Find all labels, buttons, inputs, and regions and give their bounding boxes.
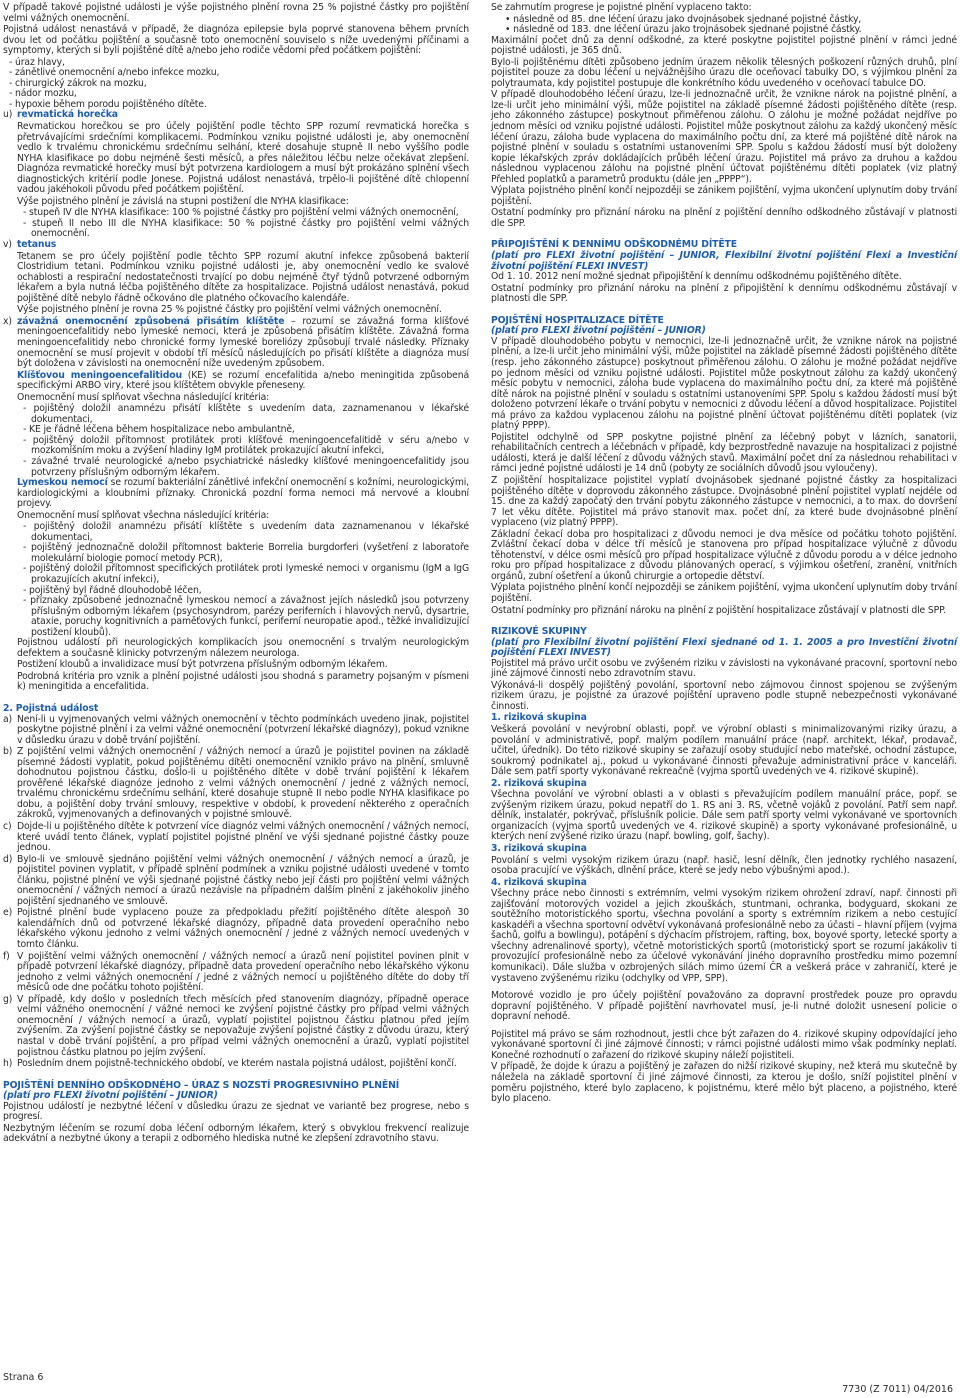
paragraph: Maximální počet dnů za denní odškodné, za které poskytne pojistitel pojistné plnění v rámci jedné pojistné události, je 365 dnů. — [491, 34, 957, 57]
list-item: • následně od 183. dne léčení úrazu jako trojnásobek sjednané pojistné částky. — [505, 24, 862, 36]
section-heading: RIZIKOVÉ SKUPINY — [491, 626, 587, 638]
page-number: Strana 6 — [3, 1372, 44, 1383]
paragraph: Pojistitel má právo se sám rozhodnout, jestli chce být zařazen do 4. rizikové skupiny odpovídající jeho vykonávané sportovní či jiné zájmové činnosti; v rámci pojistné události mimo však podmínky neplatí. Konečné rozhodnutí o zařazení do rizikové skupiny náleží pojistiteli. — [491, 1028, 957, 1061]
paragraph: Motorové vozidlo je pro účely pojištění považováno za dopravní prostředek pouze pro opravdu dopravní pojištěného. V případě pojištění navrhovatel musí, je-li nutné doložit usnesení policie o dopravní nehodě. — [491, 990, 957, 1023]
list-item: - hypoxie během porodu pojištěného dítěte. — [9, 98, 207, 110]
risk-group-title: 2. riziková skupina — [491, 777, 587, 789]
risk-group-title: 1. riziková skupina — [491, 712, 587, 724]
paragraph: V případě takové pojistné události je výše pojistného plnění rovna 25 % pojistné částky pro pojištění velmi vážných onemocnění. — [3, 2, 469, 24]
paragraph: Z pojištění hospitalizace pojistitel vyplatí dvojnásobek sjednané pojistné částky za hospitalizaci pojištěného dítěte v doprovodu zákonného zástupce. Dvojnásobné plnění pojistitel vyplatí nejdéle od 15. dne za každý započatý den trvání pobytu zákonného zástupce v nemocnici, a to max. do dovršení 7 let věku dítěte. Pojistitel má právo stanovit max. počet dní, za které bude dvojnásobné plnění vyplaceno (viz platný PPPP). — [491, 474, 957, 529]
paragraph: Ostatní podmínky pro přiznání nároku na plnění z pojištění hospitalizace zůstávají v platnosti dle SPP. — [491, 604, 946, 616]
section-heading: PŘIPOJIŠTĚNÍ K DENNÍMU ODŠKODNÉMU DÍTĚTE — [491, 239, 737, 251]
paragraph: Všechna povolání ve výrobní oblasti a v oblasti s převažujícím podílem manuální práce, popř. se zvýšeným rizikem úrazu, pokud nepatří do 1. RS ani 3. RS, včetně vojáků z povolání. Patří sem např. dělník, instalatér, pokrývač, příslušník policie. Dále sem patří sporty velmi vykonávané ve sportovních organizacích (vyjma sportů uvedených ve 4. rizikové skupině) a sporty vykonávané profesionálně, u kterých není zvýšené riziko úrazu (např. bowling, golf, šachy). — [491, 789, 957, 843]
list-item: - úraz hlavy, — [9, 56, 65, 68]
paragraph: V případě dlouhodobého léčení úrazu, lze-li jednoznačně určit, že vznikne nárok na pojistné plnění, a lze-li určit jeho minimální výši, může pojistitel na základě písemné žádosti pojištěného dítěte (resp. jeho zákonného zástupce) poskytnout přiměřenou zálohu. O zálohu je možné požádat nejdříve po jednom měsíci od vzniku pojistné události. Pojistitel může poskytnout zálohu za každý ukončený měsíc léčení úrazu, záloha bude vyplacena do maximálního počtu dní, za které má pojištěné dítě nárok na pojistné plnění v souladu s ostatními ustanoveními SPP. Spolu s každou žádostí musí být doloženy kopie lékařských zpráv dokládajících průběh léčení úrazu. Pojistitel má právo za druhou a každou následnou vyplacenou zálohu na pojistné plnění účtovat pojištěnému dítěti poplatek (viz platný Přehled poplatků a parametrů produktu (dále jen „PPPP“). — [491, 89, 957, 185]
list-item: d) Bylo-li ve smlouvě sjednáno pojištění velmi vážných onemocnění / vážných nemocí a úrazů, je pojistitel povinen vyplatit, v případě splnění podmínek a vzniku pojistné události uvedené v tomto článku, pojistné plnění ve výši sjednané pojistné částky nebo její části pro pojištění velmi vážných onemocnění / vážných nemocí a úrazů nezávisle na případném dalším plnění z jakéhokoliv jiného pojištění sjednaného ve smlouvě. — [3, 853, 469, 907]
paragraph: Revmatickou horečkou se pro účely pojištění podle těchto SPP rozumí revmatická horečka s přetrvávajícími srdečními komplikacemi. Podmínkou vzniku pojistné události je, aby onemocnění vedlo k trvalému chronickému srdečnímu selhání, které dosahuje stupně II nebo vyššího podle NYHA klasifikace po dobu nejméně šesti měsíců, a přes náležitou léčbu nelze očekávat zlepšení. Diagnóza revmatické horečky musí být potvrzena kardiologem a musí být prokázáno splnění všech diagnostických kritérií podle Jonese. Pojistná událost nenastává, trpělo-li pojištěné dítě chlopenní vadou jakéhokoli původu před počátkem pojištění. — [17, 121, 469, 196]
intro-list — [3, 58, 469, 111]
paragraph: Všechny práce nebo činnosti s extrémním, velmi vysokým rizikem ohrožení zdraví, např. činnosti při zajišťování motorových vozidel a jejich zkouškách, stuntmani, ochranka, bodyguard, skokani ze soutěžního motoristického sportu, všechna povolání a sporty s extrémním rizikem a nebo cestující kaskadéři a všechna sportovní odvětví vykonávaná profesionálně nebo za účasti – hlavní příjem (vyjma šachů, golfu a bowlingu), potápění s dýchacím přístrojem, rafting, box, boyové sporty, letecké sporty a všechny adrenalinové sporty), včetně motoristických sportů (motoristický sport se rozumí jakákoliv ti provozující profesionálně nebo za účelové vykonávání jiného dopravního prostředku mimo pozemní komunikaci). Dále služba v ozbrojených silách mimo území ČR a veškerá práce v zahraničí, které je vystaveno zvýšenému riziku (odchylky od VPP, SPP). — [491, 888, 957, 984]
paragraph: Podrobná kritéria pro vznik a plnění pojistné události jsou shodná s parametry pojsaným v písmeni k) meningitida a encefalitida. — [17, 670, 469, 693]
paragraph: Pojistitel má právo určit osobu ve zvýšeném riziku v závislosti na vykonávané pracovní, sportovní nebo jiné zájmové činnosti nebo zdravotním stavu. — [491, 657, 957, 680]
paragraph: Výše pojistného plnění je závislá na stupni postižení dle NYHA klasifikace: — [17, 195, 349, 207]
list-item: - pojištěný doložil přítomnost protilátek proti klíšťové meningoencefalitidě v séru a/nebo v mozkomíšním moku a zvýšení hladiny IgM protilátek prokazující akutní infekci, — [23, 434, 469, 457]
item-label: x) — [3, 315, 12, 327]
paragraph: Klíšťovou meningoencefalitidou (KE) se rozumí encefalitida a/nebo meningitida způsobená specifickými ARBO viry, které jsou klíštětem obvykle přeneseny. — [17, 369, 469, 392]
list-item: a) Není-li u vyjmenovaných velmi vážných onemocnění v těchto podmínkách uvedeno jinak, pojistitel poskytne pojistné plnění i za velmi vážné onemocnění (potvrzení lékařské diagnózy), pokud vznikne v důsledku úrazu v době trvání pojištění. — [3, 713, 469, 746]
risk-group-title: 4. riziková skupina — [491, 876, 587, 888]
paragraph: Bylo-li pojištěnému dítěti způsobeno jedním úrazem několik tělesných poškození různých druhů, plní pojistitel pouze za dobu léčení u nejvážnějšího úrazu dle oceňovací tabulky DO, s výjimkou plnění za polytraumata, kdy pojistitel postupuje dle konkrétního kódu uvedeného v oceňovací tabulce DO. — [491, 56, 957, 89]
paragraph: Se zahrnutím progrese je pojistné plnění vyplaceno takto: — [491, 2, 752, 13]
left-column — [3, 3, 469, 1146]
list-item: - pojištěný doložil anamnézu přisátí klíštěte s uvedením data, zaznamenanou v lékařské dokumentaci, — [23, 403, 469, 425]
paragraph: Ostatní podmínky pro přiznání nároku na plnění z připojištění k dennímu odškodnému zůstávají v platnosti dle SPP. — [491, 282, 957, 305]
document-code: 7730 (Z 7011) 04/2016 — [842, 1384, 953, 1395]
paragraph: Tetanem se pro účely pojištění podle těchto SPP rozumí akutní infekce způsobená bakterií Clostridium tetani. Podmínkou vzniku pojistné události je, aby onemocnění vedlo ke svalové ochablosti a respirační nedostatečnosti trvající po dobu nejméně čtyř týdnů potvrzené odborným lékařem a byla nutná léčba pojištěného dítěte za hospitalizace. Pojistná událost nenastává, pokud pojištěné dítě nebylo řádně očkováno dle platného očkovacího kalendáře. — [17, 250, 469, 304]
list-item: f) V pojištění velmi vážných onemocnění / vážných nemocí a úrazů není pojistitel povinen plnit v případě potvrzení lékařské diagnózy, případně data provedení operačního nebo lékařského výkonu jednoho z velmi vážných onemocnění / jedné z vážných nemocí u pojištěného dítěte do doby tří měsíců ode dne počátku tohoto pojištění. — [3, 950, 469, 994]
list-item: - nádor mozku, — [9, 88, 77, 100]
section-title: tetanus — [17, 239, 57, 251]
paragraph: Ostatní podmínky pro přiznání nároku na plnění z pojištění denního odškodného zůstávají v platnosti dle SPP. — [491, 207, 957, 229]
paragraph: Základní čekací doba pro hospitalizaci z důvodu nemoci je dva měsíce od počátku tohoto pojištění. Zvláštní čekací doba v délce tří měsíců je stanovena pro případ hospitalizace výlučně z důvodu těhotenství, v délce osmi měsíců pro případ hospitalizace výlučně z důvodu porodu a v délce jednoho roku pro případ hospitalizace z důvodu plánovaných operací, s výjimkou ošetření, zranění, vnitřních orgánů, zubní ošetření a úkonů chirurgie a ortopedie dětství. — [491, 528, 957, 582]
paragraph: V případě dlouhodobého pobytu v nemocnici, lze-li jednoznačně určit, že vznikne nárok na pojistné plnění, a lze-li určit jeho minimální výši, může pojistitel na základě písemné žádosti pojištěného dítěte (resp. jeho zákonného zástupce) poskytnout přiměřenou zálohu. O zálohu je možné požádat nejdříve po jednom měsíci od vzniku pojistné události. Pojistitel může poskytnout zálohu za každý ukončený měsíc pobytu v nemocnici, záloha bude vyplacena do maximálního počtu dní, za které má pojištěné dítě nárok na pojistné plnění v souladu s ostatními ustanoveními SPP. Spolu s každou žádostí musí být doloženo potvrzení lékaře o trvání pobytu v nemocnici z důvodu léčení a důvod hospitalizace. Pojistitel má právo za každou vyplacenou zálohu na pojistné plnění účtovat pojištěnému dítěti poplatek (viz platný PPPP). — [491, 335, 957, 432]
list-item: - stupeň IV dle NYHA klasifikace: 100 % pojistné částky pro pojištění velmi vážných onemocnění, — [23, 207, 459, 219]
list-item: - chirurgický zákrok na mozku, — [9, 77, 147, 89]
list-item: - příznaky způsobené jednoznačně lymeskou nemocí a závažnost jejích následků jsou potvrzeny příslušným odborným lékařem (psychosyndrom, parézy periferních i hlavových nervů, dysartrie, ataxie, poruchy kognitivních a paměťových funkcí, periferní neuropatie apod., těžké invalidizující postižení kloubů). — [23, 595, 469, 638]
risk-group-title: 3. riziková skupina — [491, 843, 587, 855]
paragraph: Nezbytným léčením se rozumí doba léčení odborným lékařem, který s obvyklou frekvencí realizuje adekvátní a nezbytné úkony a terapii z odborného hlediska nutné ke zlepšení zdravotního stavu. — [3, 1122, 469, 1145]
section-heading: POJIŠTĚNÍ HOSPITALIZACE DÍTĚTE — [491, 314, 664, 326]
right-column — [491, 3, 957, 1106]
paragraph: Onemocnění musí splňovat všechna následující kritéria: — [17, 391, 270, 403]
section-title: revmatická horečka — [17, 109, 118, 121]
paragraph: Výše pojistného plnění je rovna 25 % pojistné částky pro pojištění velmi vážných onemocnění. — [17, 304, 442, 316]
paragraph: závažná onemocnění způsobená přisátím klíštěte – rozumí se závažná forma klíšťové meningoencefalitidy nebo lymeské nemoci, která je způsobená přisátím klíštěte. Závažná forma meningoencefalitidy nebo chronické formy lymeské boreliózy způsobují trvalé následky. Příznaky onemocnění se musí projevit v období tří měsíců následujících po přisátí klíštěte a diagnóza musí být doložena v závislosti na onemocnění níže uvedeným způsobem. — [17, 315, 470, 370]
paragraph: Pojistnou událostí při neurologických komplikacích jsou onemocnění s trvalým neurologickým defektem a současně klinicky potvrzeným nálezem neurologa. — [17, 637, 469, 659]
paragraph: Pojistnou událostí je nezbytné léčení v důsledku úrazu ze sjednat ve variantě bez progrese, nebo s progresí. — [3, 1100, 469, 1123]
list-item: • následně od 85. dne léčení úrazu jako dvojnásobek sjednané pojistné částky, — [505, 13, 862, 25]
section-v — [3, 240, 469, 316]
list-item: g) V případě, kdy došlo v posledních třech měsících před stanovením diagnózy, případně operace velmi vážného onemocnění / vážné nemoci ke zvýšení pojistné částky pro případ velmi vážných onemocnění / vážných nemocí a úrazů, vyplatí pojistitel pojistnou částku platnou před jejím zvýšením. Za zvýšení pojistné částky se nepovažuje zvýšení pojistné částky z důvodu úrazu, který nastal v době trvání pojištění, a pro případ velmi vážných onemocnění a úrazů, vyplatí pojistitel pojistnou částku platnou po jejím zvýšení. — [3, 993, 469, 1058]
section-subheading: (platí pro Flexibilní životní pojištění Flexi sjednané od 1. 1. 2005 a pro Investiční životní pojištění FLEXI INVEST) — [491, 636, 957, 659]
section-heading: POJIŠTĚNÍ DENNÍHO ODŠKODNÉHO – ÚRAZ S NOZSTÍ PROGRESIVNÍHO PLNĚNÍ — [3, 1079, 400, 1091]
paragraph: Výplata pojistného plnění končí nejpozději se zánikem pojištění, vyjma ukončení uplynutím doby trvání pojištění. — [491, 185, 957, 207]
section-heading: 2. Pojistná událost — [3, 703, 99, 714]
paragraph: Povolání s velmi vysokým rizikem úrazu (např. hasič, lesní dělník, člen jednotky rychlého nasazení, osoba pracující ve výškách, dlnění práce, které se jedy nebo výbušnými apod.). — [491, 854, 957, 877]
list-item: - pojištěný doložil anamnézu přisátí klíštěte s uvedením data zaznamenanou v lékařské dokumentaci, — [23, 521, 469, 543]
paragraph: Od 1. 10. 2012 není možné sjednat připojištění k dennímu odškodnému pojištěného dítěte. — [491, 271, 902, 283]
paragraph: V případě, že dojde k úrazu a pojištěný je zařazen do nižší rizikové skupiny, než která mu skutečně by náležela na základě sportovní či jiné zájmové činnosti, za kterou je došlo, sníží pojistitel plnění v poměru pojistného, které bylo zaplaceno, k pojistnému, které mělo být placeno, a pojistného, které bylo placeno. — [491, 1061, 957, 1105]
list-item: - pojištěný byl řádně dlouhodobě léčen, — [23, 584, 202, 596]
paragraph: Výplata pojistného plnění končí nejpozději se zánikem pojištění, vyjma ukončení uplynutím doby trvání pojištění. — [491, 582, 957, 604]
list-item: - zánětlivé onemocnění a/nebo infekce mozku, — [9, 67, 220, 79]
list-item: h) Posledním dnem pojistně-technického období, ve kterém nastala pojistná událost, pojištění končí. — [3, 1058, 457, 1070]
item-label: u) — [3, 109, 13, 121]
list-item: b) Z pojištění velmi vážných onemocnění / vážných nemocí a úrazů je pojistitel povinen na základě písemné žádosti vyplatit, pokud pojištěnému dítěti onemocnění vzniklo právo na plnění, smluvně dohodnutou pojistnou částku, došlo-li u pojištěného dítěte v době trvání pojištění k lékařem prověřené lékařské diagnóze jednoho z velmi vážných onemocnění / jedné z vážných nemocí, trvalému chronickému srdečnímu selhání, které dosahuje stupně II nebo podle NYHA klasifikace po dobu, a pojištění doby trvání smlouvy, respektive v období, k provedení některého z operačních zákroků, vyjmenovaných a definovaných v pojistné smlouvě. — [3, 746, 469, 821]
list-item: - KE je řádně léčena během hospitalizace nebo ambulantně, — [23, 424, 295, 436]
list-item: - závažné trvalé neurologické a/nebo psychiatrické následky klíšťové meningoencefalitidy jsou potvrzeny příslušným odborným lékařem. — [23, 455, 469, 478]
list-item: c) Dojde-li u pojištěného dítěte k potvrzení více diagnóz velmi vážných onemocnění / vážných nemocí, které uvádí tento článek, vyplatí pojistitel pojistné plnění ve výši sjednané pojistné částky pouze jednou. — [3, 821, 469, 854]
paragraph: Veškerá povolání v nevýrobní oblasti, popř. ve výrobní oblasti s minimalizovanými riziky úrazu, a povolání v administrativě, popř. malým podílem manuální práce (např. architekt, lékař, prodavač, učitel, úředník). Do této rizikové skupiny se zařazují osoby studující nebo mateřské, ochodní zástupce, soukromý podnikatel aj., pokud u vykonávané činnosti převažuje administrativní práce v kanceláři. Dále sem patří sporty vykonávané rekreačně (vyjma sportů uvedených ve 4. rizikové skupině). — [491, 724, 957, 778]
list-item: - pojištěný jednoznačně doložil přítomnost bakterie Borrelia burgdorferi (vyšetření z laboratoře molekulární biologie pomocí metody PCR), — [23, 542, 469, 564]
paragraph: Lymeskou nemocí se rozumí bakteriální zánětlivé infekční onemocnění s kožními, neurologickými, kardiologickými a kloubními příznaky. Chronická pozdní forma nemoci má nervové a kloubní projevy. — [17, 477, 469, 510]
section-subheading: (platí pro FLEXI životní pojištění – JUNIOR) — [3, 1090, 218, 1102]
paragraph: Postižení kloubů a invalidizace musí být potvrzena příslušným odborným lékařem. — [17, 659, 388, 671]
list-item: - stupeň II nebo III dle NYHA klasifikace: 50 % pojistné částky pro pojištění velmi vážných onemocnění. — [23, 217, 469, 240]
list-item: e) Pojistné plnění bude vyplaceno pouze za předpokladu přežití pojištěného dítěte alespoň 30 kalendářních dnů od potvrzené lékařské diagnózy, případně data provedení operačního nebo lékařského výkonu jednoho z velmi vážných onemocnění / jedné z vážných nemocí uvedených v tomto článku. — [3, 907, 469, 951]
list-item: - pojištěný doložil přítomnost specifických protilátek proti lymeské nemoci v organismu (IgM a IgG prokazujících akutní infekci), — [23, 563, 469, 585]
section-subheading: (platí pro FLEXI životní pojištění – JUNIOR) — [491, 325, 706, 337]
paragraph: Onemocnění musí splňovat všechna následující kritéria: — [17, 509, 270, 521]
paragraph: Výkonává-li dospělý pojištěný povolání, sportovní nebo zájmovou činnost spojenou se zvýšeným rizikem úrazu, je pojistné za úrazové pojištění upraveno podle stupně nebezpečnosti vykonávané činnosti. — [491, 679, 957, 712]
paragraph: Pojistná událost nenastává v případě, že diagnóza epilepsie byla poprvé stanovena během prvních dvou let od počátku pojištění a současně toto onemocnění souviselo s níže uvedenými příčinami a symptomy, kterých si byli pojištěné dítě a/nebo jeho rodiče vědomi před počátkem pojištění: — [3, 24, 469, 57]
item-label: v) — [3, 239, 12, 251]
section-2-items — [3, 715, 469, 1070]
section-x — [3, 317, 469, 693]
paragraph: Pojistitel odchylně od SPP poskytne pojistné plnění za léčebný pobyt v lázních, sanatorii, rehabilitačních centrech a léčebnách v případě, kdy bezprostředně navazuje na hospitalizaci z pojistné události, která je další léčení z důvodu vážných stavů. Maximální počet dní za následnou rehabilitaci v rámci jedné pojistné události je 14 dnů (pobyty ze sociálních důvodů jsou vyloučeny). — [491, 431, 957, 475]
section-u — [3, 110, 469, 240]
section-subheading: (platí pro FLEXI životní pojištění – JUNIOR, Flexibilní životní pojištění Flexi a Investiční životní pojištění FLEXI INVEST) — [491, 250, 957, 272]
